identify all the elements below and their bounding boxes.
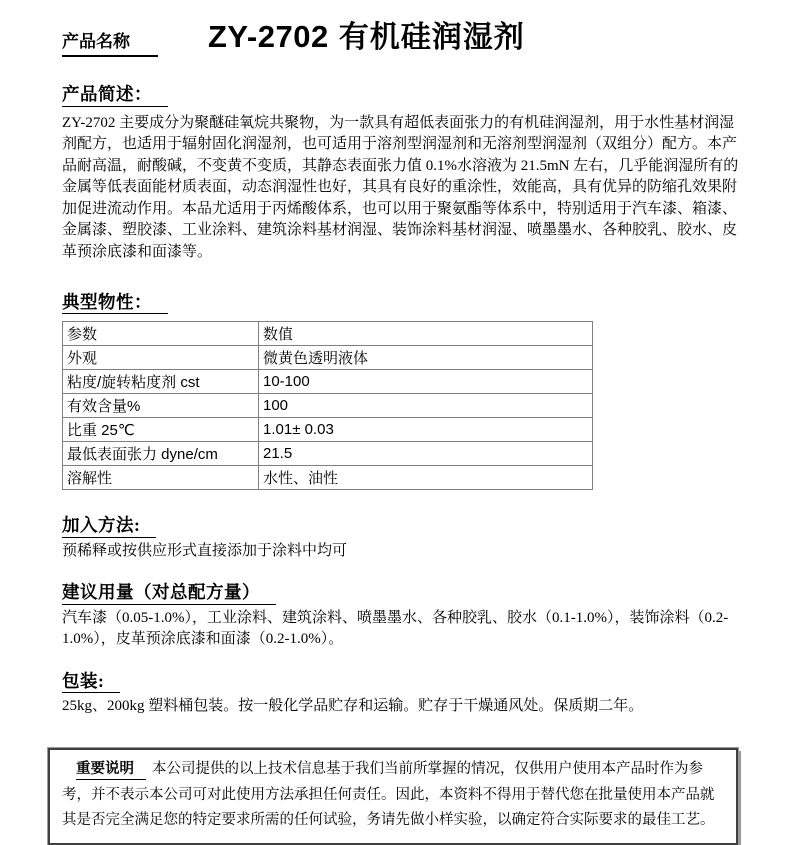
packaging-paragraph: 25kg、200kg 塑料桶包装。按一般化学品贮存和运输。贮存于干燥通风处。保质期二年。 [62, 698, 644, 715]
table-cell-param: 比重 25℃ [63, 418, 259, 442]
dosage-heading: 建议用量（对总配方量） [62, 584, 276, 605]
important-notice-text: 本公司提供的以上技术信息基于我们当前所掌握的情况，仅供用户使用本产品时作为参考，并不表示本公司可对此使用方法承担任何责任。因此，本资料不得用于替代您在批量使用本产品就其是否完全满足您的特定要求所需的任何试验，务请先做小样实验，以确定符合实际要求的最佳工艺。 [62, 761, 715, 829]
product-model-code: ZY-2702 [208, 19, 329, 54]
table-row [63, 418, 593, 442]
table-header-cell: 参数 [63, 322, 259, 346]
table-cell-value: 10-100 [259, 370, 593, 394]
important-notice-label: 重要说明 [76, 760, 146, 780]
table-cell-param: 最低表面张力 dyne/cm [63, 442, 259, 466]
section-addition-heading-row [62, 517, 744, 538]
table-cell-param: 有效含量% [63, 394, 259, 418]
addition-paragraph: 预稀释或按供应形式直接添加于涂料中均可 [62, 542, 348, 559]
table-cell-value: 21.5 [259, 442, 593, 466]
table-header-cell: 数值 [259, 322, 593, 346]
table-cell-param: 外观 [63, 346, 259, 370]
section-dosage-heading-row [62, 584, 744, 605]
table-cell-param: 粘度/旋转粘度剂 cst [63, 370, 259, 394]
table-row [63, 442, 593, 466]
addition-heading: 加入方法: [62, 517, 156, 538]
table-cell-value: 水性、油性 [259, 466, 593, 490]
section-properties-heading-row [62, 291, 744, 315]
overview-paragraph: ZY-2702 主要成分为聚醚硅氧烷共聚物，为一款具有超低表面张力的有机硅润湿剂，用于水性基材润湿剂配方，也适用于辐射固化润湿剂，也可适用于溶剂型润湿剂和无溶剂型润湿剂（双组分）配方。本产品耐高温，耐酸碱，不变黄不变质，其静态表面张力值 0.1%水溶液为 21.5mN 左右，几乎能润湿所有的金属等低表面能材质表面，动态润湿性也好，其具有良好的重涂性，效能高，具有优异的防缩孔效果附加促进流动作用。本品尤适用于丙烯酸体系，也可以用于聚氨酯等体系中，特别适用于汽车漆、箱漆、金属漆、塑胶漆、工业涂料、建筑涂料基材润湿、装饰涂料基材润湿、喷墨墨水、各种胶乳、胶水、皮革预涂底漆和面漆等。 [62, 114, 739, 261]
table-row [63, 370, 593, 394]
table-cell-value: 微黄色透明液体 [259, 346, 593, 370]
table-row [63, 394, 593, 418]
table-row [63, 466, 593, 490]
properties-table [62, 321, 593, 490]
section-overview-heading-row [62, 86, 744, 107]
product-name-label: 产品名称 [62, 27, 158, 57]
table-cell-value: 100 [259, 394, 593, 418]
table-cell-param: 溶解性 [63, 466, 259, 490]
table-header-row [63, 322, 593, 346]
product-chinese-name: 有机硅润湿剂 [338, 21, 525, 54]
dosage-paragraph: 汽车漆（0.05-1.0%），工业涂料、建筑涂料、喷墨墨水、各种胶乳、胶水（0.1-1.0%），装饰涂料（0.2-1.0%），皮革预涂底漆和面漆（0.2-1.0%）。 [62, 609, 729, 648]
table-cell-value: 1.01± 0.03 [259, 418, 593, 442]
overview-heading: 产品简述： [62, 86, 168, 107]
section-packaging-heading-row [62, 670, 744, 694]
important-notice-box [48, 748, 738, 845]
packaging-heading: 包装: [62, 673, 120, 694]
document-header [62, 12, 744, 57]
properties-heading: 典型物性： [62, 294, 168, 315]
table-row [63, 346, 593, 370]
page-title [208, 12, 525, 56]
